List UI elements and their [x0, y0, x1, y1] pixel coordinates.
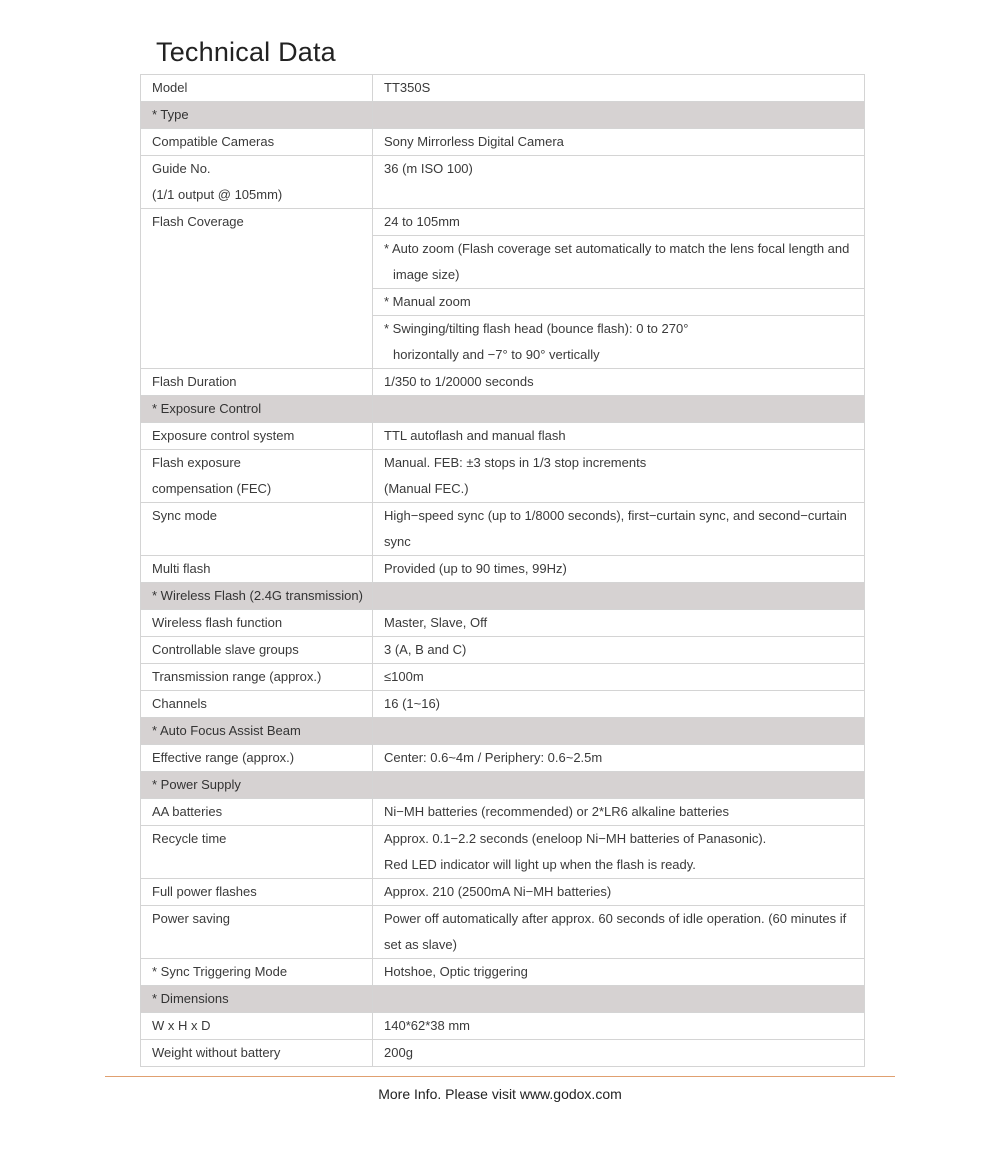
spec-value-line: Manual. FEB: ±3 stops in 1/3 stop increments [384, 455, 647, 470]
spec-label-cell [141, 102, 373, 129]
spec-value-line: * Auto zoom (Flash coverage set automatically to match the lens focal length and [384, 241, 850, 256]
spec-label-cell [141, 75, 373, 102]
spec-value-cell [373, 396, 865, 423]
spec-value-line: 3 (A, B and C) [384, 642, 467, 657]
technical-data-table-body [141, 75, 865, 1067]
section-header-row [141, 583, 865, 610]
spec-label-line: Model [152, 80, 188, 95]
spec-label-line: AA batteries [152, 804, 223, 819]
spec-value-line: Center: 0.6~4m / Periphery: 0.6~2.5m [384, 750, 603, 765]
spec-label-line: Guide No. [152, 161, 211, 176]
spec-value-line: 36 (m ISO 100) [384, 161, 473, 176]
spec-value-cell [373, 236, 865, 289]
spec-label-cell [141, 583, 373, 610]
spec-value-cell [373, 906, 865, 959]
spec-value-cell [373, 75, 865, 102]
spec-label-cell [141, 718, 373, 745]
footer-info-text: More Info. Please visit www.godox.com [378, 1086, 622, 1102]
spec-label-line: * Sync Triggering Mode [152, 964, 288, 979]
spec-label-cell [141, 316, 373, 369]
section-header-row [141, 772, 865, 799]
spec-value-cell [373, 102, 865, 129]
spec-value-cell [373, 450, 865, 503]
spec-label-line: Power saving [152, 911, 231, 926]
spec-value-line: TT350S [384, 80, 431, 95]
spec-label-line: Weight without battery [152, 1045, 281, 1060]
spec-value-line: * Manual zoom [384, 294, 471, 309]
spec-label-line: * Type [152, 107, 189, 122]
spec-label-line: Channels [152, 696, 207, 711]
spec-row [141, 503, 865, 556]
spec-value-cell [373, 879, 865, 906]
spec-value-cell [373, 772, 865, 799]
section-header-row [141, 396, 865, 423]
spec-value-cell [373, 369, 865, 396]
spec-value-line: (Manual FEC.) [384, 481, 469, 496]
spec-row [141, 75, 865, 102]
spec-row [141, 826, 865, 879]
spec-value-cell [373, 826, 865, 879]
spec-value-line: High−speed sync (up to 1/8000 seconds), first−curtain sync, and second−curtain [384, 508, 847, 523]
spec-value-cell [373, 129, 865, 156]
spec-value-cell [373, 959, 865, 986]
spec-label-cell [141, 156, 373, 209]
spec-value-line: 1/350 to 1/20000 seconds [384, 374, 534, 389]
spec-label-line: Flash Coverage [152, 214, 244, 229]
page-title: Technical Data [156, 37, 336, 67]
spec-row [141, 906, 865, 959]
technical-data-table [140, 74, 865, 1067]
spec-value-line: Approx. 210 (2500mA Ni−MH batteries) [384, 884, 612, 899]
spec-label-cell [141, 826, 373, 879]
spec-row [141, 879, 865, 906]
spec-value-cell [373, 556, 865, 583]
spec-label-line: (1/1 output @ 105mm) [152, 187, 283, 202]
spec-value-cell [373, 503, 865, 556]
spec-value-line: ≤100m [384, 669, 424, 684]
spec-value-line: Red LED indicator will light up when the flash is ready. [384, 857, 696, 872]
spec-label-line: Compatible Cameras [152, 134, 275, 149]
spec-value-cell [373, 209, 865, 236]
spec-row [141, 209, 865, 236]
spec-value-line: 200g [384, 1045, 413, 1060]
spec-label-line: Controllable slave groups [152, 642, 299, 657]
spec-label-cell [141, 209, 373, 236]
spec-row [141, 664, 865, 691]
spec-value-line: Approx. 0.1−2.2 seconds (eneloop Ni−MH batteries of Panasonic). [384, 831, 767, 846]
spec-label-cell [141, 986, 373, 1013]
spec-row [141, 637, 865, 664]
spec-value-line: TTL autoflash and manual flash [384, 428, 566, 443]
spec-label-line: Flash Duration [152, 374, 237, 389]
spec-label-line: * Exposure Control [152, 401, 262, 416]
spec-label-line: Transmission range (approx.) [152, 669, 322, 684]
spec-row [141, 156, 865, 209]
spec-label-line: * Dimensions [152, 991, 229, 1006]
spec-label-line: Exposure control system [152, 428, 295, 443]
spec-value-line: Ni−MH batteries (recommended) or 2*LR6 alkaline batteries [384, 804, 730, 819]
section-header-row [141, 102, 865, 129]
spec-row [141, 959, 865, 986]
spec-value-cell [373, 583, 865, 610]
spec-row [141, 691, 865, 718]
spec-row [141, 236, 865, 289]
spec-value-line: Provided (up to 90 times, 99Hz) [384, 561, 567, 576]
spec-row [141, 745, 865, 772]
spec-value-line: 16 (1~16) [384, 696, 441, 711]
spec-value-cell [373, 745, 865, 772]
spec-label-cell [141, 396, 373, 423]
spec-label-cell [141, 129, 373, 156]
spec-row [141, 316, 865, 369]
spec-label-cell [141, 637, 373, 664]
spec-label-line: Recycle time [152, 831, 227, 846]
spec-row [141, 129, 865, 156]
spec-label-line: Sync mode [152, 508, 218, 523]
spec-value-cell [373, 289, 865, 316]
spec-row [141, 1013, 865, 1040]
spec-label-cell [141, 236, 373, 289]
spec-value-cell [373, 423, 865, 450]
spec-value-line: horizontally and −7° to 90° vertically [393, 347, 600, 362]
spec-label-line: Effective range (approx.) [152, 750, 295, 765]
spec-value-line: Power off automatically after approx. 60 seconds of idle operation. (60 minutes if [384, 911, 847, 926]
spec-value-cell [373, 156, 865, 209]
section-header-row [141, 718, 865, 745]
spec-value-cell [373, 637, 865, 664]
spec-label-cell [141, 610, 373, 637]
spec-value-line: image size) [393, 267, 460, 282]
spec-value-cell [373, 610, 865, 637]
spec-value-cell [373, 1013, 865, 1040]
spec-value-cell [373, 316, 865, 369]
spec-label-cell [141, 745, 373, 772]
footer-divider [105, 1076, 895, 1077]
spec-row [141, 556, 865, 583]
spec-label-cell [141, 772, 373, 799]
spec-label-line: Multi flash [152, 561, 211, 576]
spec-value-line: sync [384, 534, 411, 549]
spec-label-line: W x H x D [152, 1018, 211, 1033]
spec-value-line: 24 to 105mm [384, 214, 460, 229]
spec-value-line: * Swinging/tilting flash head (bounce flash): 0 to 270° [384, 321, 689, 336]
spec-label-cell [141, 556, 373, 583]
spec-label-cell [141, 369, 373, 396]
spec-label-cell [141, 423, 373, 450]
spec-label-line: Wireless flash function [152, 615, 283, 630]
spec-row [141, 289, 865, 316]
spec-row [141, 610, 865, 637]
spec-value-cell [373, 664, 865, 691]
spec-label-cell [141, 289, 373, 316]
spec-value-line: set as slave) [384, 937, 457, 952]
spec-value-cell [373, 986, 865, 1013]
spec-label-line: * Wireless Flash (2.4G transmission) [152, 588, 363, 603]
spec-label-cell [141, 664, 373, 691]
spec-value-line: Sony Mirrorless Digital Camera [384, 134, 564, 149]
spec-value-line: Hotshoe, Optic triggering [384, 964, 528, 979]
spec-label-cell [141, 959, 373, 986]
spec-label-cell [141, 879, 373, 906]
spec-row [141, 423, 865, 450]
spec-label-line: compensation (FEC) [152, 481, 272, 496]
spec-row [141, 369, 865, 396]
spec-label-cell [141, 906, 373, 959]
spec-label-cell [141, 691, 373, 718]
spec-label-line: Full power flashes [152, 884, 257, 899]
spec-label-cell [141, 450, 373, 503]
spec-row [141, 1040, 865, 1067]
spec-label-cell [141, 1013, 373, 1040]
spec-value-cell [373, 691, 865, 718]
spec-label-cell [141, 1040, 373, 1067]
spec-value-line: Master, Slave, Off [384, 615, 488, 630]
spec-label-line: * Auto Focus Assist Beam [152, 723, 301, 738]
section-header-row [141, 986, 865, 1013]
spec-label-cell [141, 503, 373, 556]
spec-label-line: Flash exposure [152, 455, 241, 470]
spec-label-line: * Power Supply [152, 777, 241, 792]
spec-value-line: 140*62*38 mm [384, 1018, 470, 1033]
spec-label-cell [141, 799, 373, 826]
spec-value-cell [373, 718, 865, 745]
spec-value-cell [373, 1040, 865, 1067]
spec-value-cell [373, 799, 865, 826]
spec-row [141, 799, 865, 826]
spec-row [141, 450, 865, 503]
